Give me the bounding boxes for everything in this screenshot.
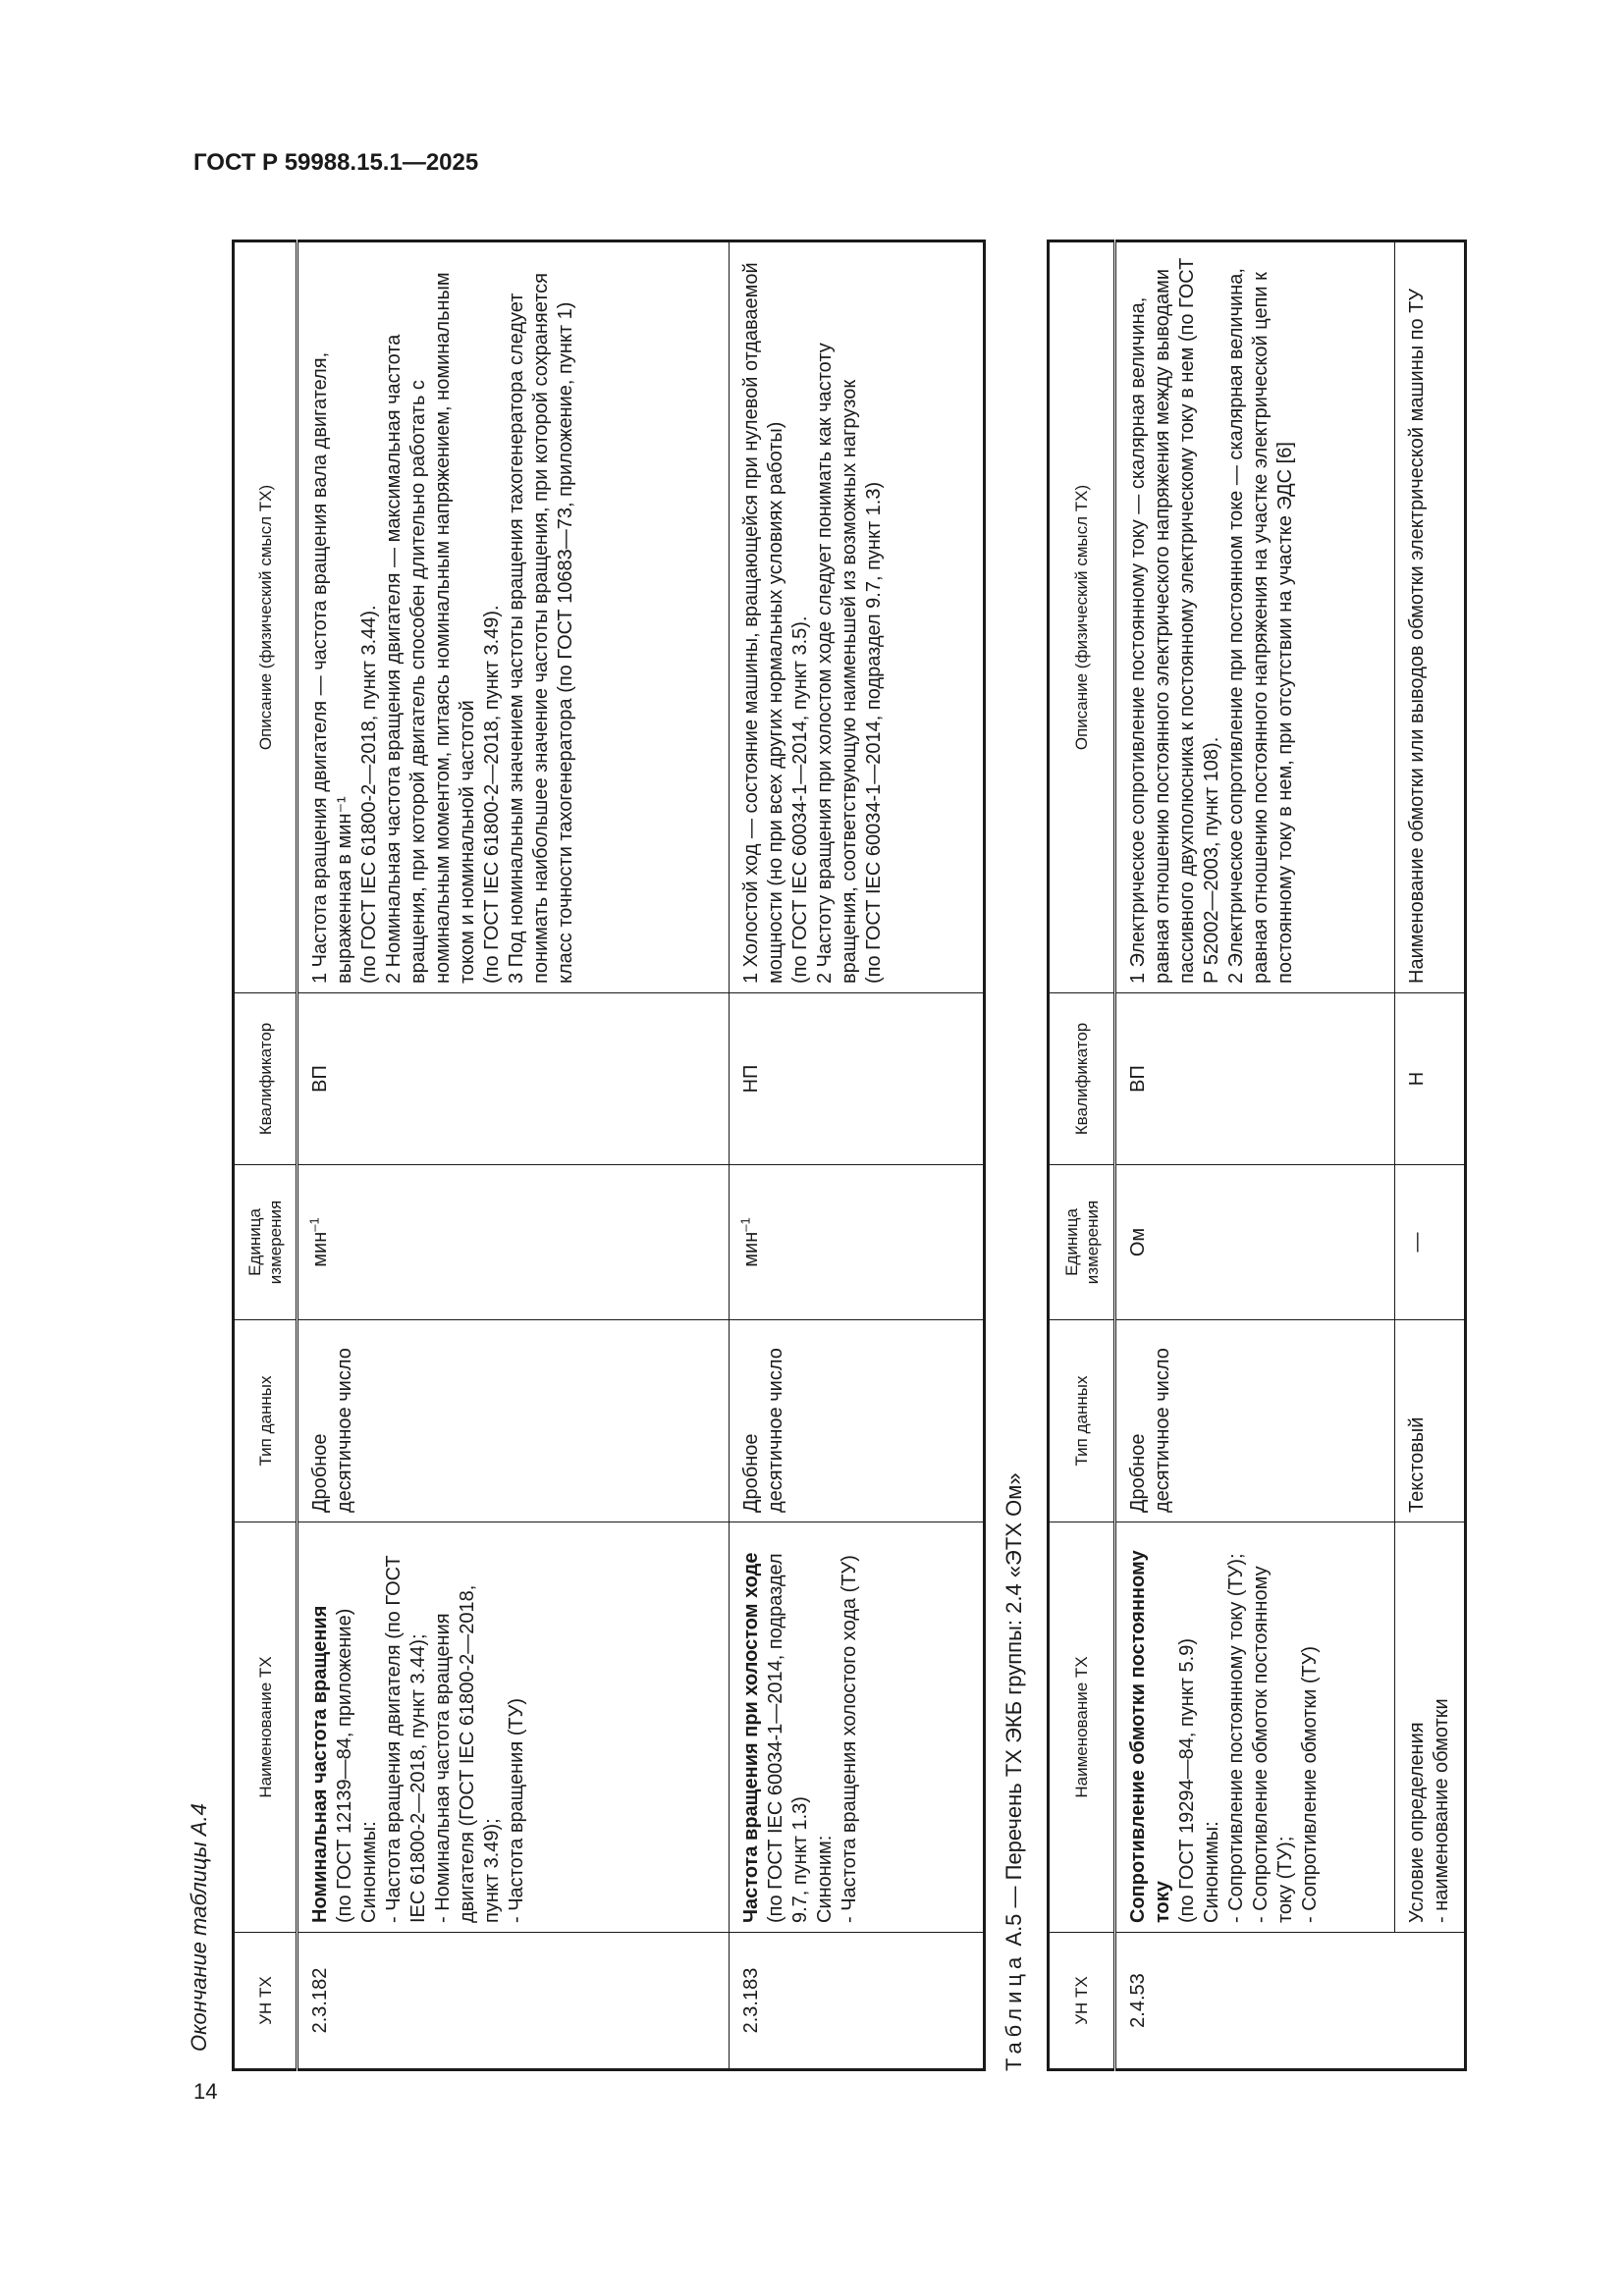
table-row [730, 241, 985, 2070]
name-line: - Сопротивление обмотки (ТУ) [1299, 1645, 1321, 1923]
col-desc: Описание (физический смысл ТХ) [1049, 241, 1115, 993]
name-line: - Сопротивление постоянному току (ТУ); [1225, 1553, 1247, 1923]
desc-line: 3 Под номинальным значением частоты вращения тахогенератора следует понимать наибольшее значение частоты вращения, при которой сохраняется класс точности тахогенератора (по ГОСТ 10683—73, приложение, пункт 1) [506, 273, 576, 984]
unit-base: мин [309, 1231, 331, 1267]
name-line: - Частота вращения (ТУ) [506, 1698, 527, 1923]
cell-name [298, 1522, 730, 1933]
cell-type: Дробное десятичное число [1115, 1320, 1395, 1522]
desc-line: 2 Частоту вращения при холостом ходе следует понимать как частоту вращения, соответствующую наименьшей из возможных нагрузок [814, 343, 860, 984]
caption-text: А.5 — Перечень ТХ ЭКБ группы: 2.4 «ЭТХ Ом» [1001, 1472, 1026, 1947]
page-number: 14 [193, 2079, 218, 2104]
table-header-row [234, 241, 298, 2070]
name-line: (по ГОСТ 19294—84, пункт 5.9) [1176, 1638, 1198, 1923]
cell-unit [298, 1165, 730, 1320]
sub-name: Условие определения [1406, 1722, 1428, 1923]
desc-line: 1 Частота вращения двигателя — частота вращения вала двигателя, выраженная в мин⁻¹ [309, 351, 355, 984]
cell-type: Дробное десятичное число [730, 1320, 985, 1522]
unit-base: мин [740, 1231, 762, 1267]
desc-line: 1 Холостой ход — состояние машины, вращающейся при нулевой отдаваемой мощности (но при всех других нормальных условиях работы) [740, 262, 786, 984]
cell-desc [298, 241, 730, 993]
table-a4-continuation [232, 240, 986, 2071]
cell-un: 2.3.182 [298, 1933, 730, 2070]
cell-type: Дробное десятичное число [298, 1320, 730, 1522]
desc-line: (по ГОСТ IEC 60034-1—2014, подраздел 9.7, пункт 1.3) [863, 481, 885, 984]
cell-name [1395, 1522, 1466, 1933]
name-bold: Частота вращения при холостом ходе [740, 1552, 762, 1923]
cell-desc: Наименование обмотки или выводов обмотки электрической машины по ТУ [1395, 241, 1466, 993]
cell-qual: ВП [1115, 993, 1395, 1165]
col-un: УН ТХ [1049, 1933, 1115, 2070]
cell-type: Текстовый [1395, 1320, 1466, 1522]
name-line: (по ГОСТ 12139—84, приложение) [334, 1608, 355, 1923]
table-a5 [1047, 240, 1467, 2071]
caption-prefix: Таблица [1001, 1951, 1026, 2071]
table-subrow [1395, 241, 1466, 2070]
cell-un: 2.4.53 [1115, 1933, 1395, 2070]
name-line: Синонимы: [1201, 1821, 1222, 1923]
cell-unit: — [1395, 1165, 1466, 1320]
cell-unit [730, 1165, 985, 1320]
unit-sup: –1 [737, 1217, 753, 1232]
name-line: Синонимы: [358, 1821, 380, 1923]
document-header: ГОСТ Р 59988.15.1—2025 [193, 149, 479, 176]
col-unit: Единица измерения [1049, 1165, 1115, 1320]
cell-name [1115, 1522, 1395, 1933]
col-unit: Единица измерения [234, 1165, 298, 1320]
desc-line: 2 Электрическое сопротивление при постоянном токе — скалярная величина, равная отношению постоянного напряжения на участке электрической цепи к постоянному току в нем, при отсутствии на участке ЭДС [6] [1225, 268, 1296, 984]
desc-line: (по ГОСТ IEC 61800-2—2018, пункт 3.44). [358, 605, 380, 984]
name-line: - Частота вращения холостого хода (ТУ) [839, 1555, 860, 1923]
name-line: Синоним: [814, 1835, 836, 1923]
sub-name-item: - наименование обмотки [1431, 1698, 1452, 1923]
cell-qual: ВП [298, 993, 730, 1165]
col-desc: Описание (физический смысл ТХ) [234, 241, 298, 993]
name-line: - Номинальная частота вращения двигателя (ГОСТ IEC 61800-2—2018, пункт 3.49); [432, 1584, 503, 1923]
cell-name [730, 1522, 985, 1933]
cell-desc [730, 241, 985, 993]
cell-qual: Н [1395, 993, 1466, 1165]
cell-unit: Ом [1115, 1165, 1395, 1320]
continuation-title: Окончание таблицы А.4 [187, 1803, 211, 2052]
cell-un: 2.3.183 [730, 1933, 985, 2070]
table-row [298, 241, 730, 2070]
desc-line: (по ГОСТ IEC 60034-1—2014, пункт 3.5). [789, 615, 811, 984]
col-un: УН ТХ [234, 1933, 298, 2070]
col-name: Наименование ТХ [1049, 1522, 1115, 1933]
table-a5-caption [1001, 1472, 1027, 2071]
table-row [1115, 241, 1395, 2070]
name-line: (по ГОСТ IEC 60034-1—2014, подраздел 9.7, пункт 1.3) [765, 1553, 811, 1923]
rotated-landscape-content [187, 226, 1502, 2071]
cell-desc [1115, 241, 1395, 993]
desc-line: 2 Номинальная частота вращения двигателя — максимальная частота вращения, при которой двигатель способен длительно работать с номинальным моментом, питаясь номинальным напряжением, номинальным током и номинальной частотой [383, 272, 478, 984]
col-name: Наименование ТХ [234, 1522, 298, 1933]
desc-line: 1 Электрическое сопротивление постоянному току — скалярная величина, равная отношению постоянного электрического напряжения между выводами пассивного двухполюсника к постоянному электрическому току в нем (по ГОСТ Р 52002—2003, пункт 108). [1127, 257, 1222, 984]
name-line: - Сопротивление обмоток постоянному току (ТУ); [1250, 1566, 1296, 1923]
name-line: - Частота вращения двигателя (по ГОСТ IEC 61800-2—2018, пункт 3.44); [383, 1555, 429, 1923]
desc-line: (по ГОСТ IEC 61800-2—2018, пункт 3.49). [481, 605, 503, 984]
cell-qual: НП [730, 993, 985, 1165]
unit-sup: –1 [306, 1217, 322, 1232]
table-header-row [1049, 241, 1115, 2070]
col-qual: Квалификатор [234, 993, 298, 1165]
col-type: Тип данных [1049, 1320, 1115, 1522]
col-qual: Квалификатор [1049, 993, 1115, 1165]
name-bold: Номинальная частота вращения [309, 1605, 331, 1923]
name-bold: Сопротивление обмотки постоянному току [1127, 1550, 1173, 1923]
cell-un-empty [1395, 1933, 1466, 2070]
col-type: Тип данных [234, 1320, 298, 1522]
